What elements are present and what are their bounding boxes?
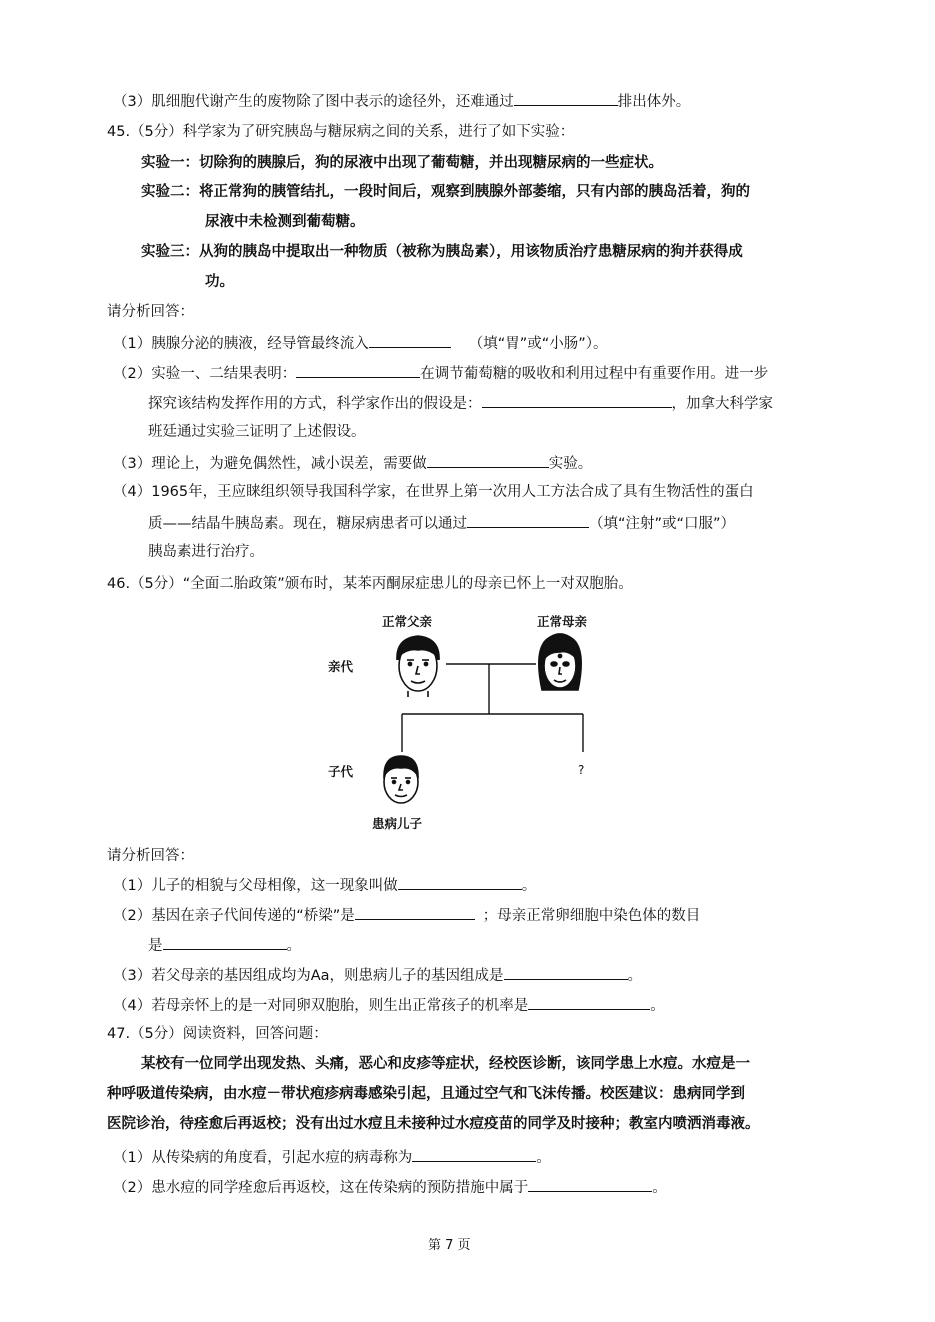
- q44-part3: （3）肌细胞代谢产生的废物除了图中表示的途径外，还难通过 排出体外。: [113, 90, 690, 112]
- q45-part2: （2）实验一、二结果表明： 在调节葡萄糖的吸收和利用过程中有重要作用。进一步: [113, 362, 768, 384]
- answer-blank[interactable]: [398, 874, 522, 890]
- q47-stem: 47.（5分）阅读资料，回答问题：: [107, 1026, 328, 1042]
- answer-blank[interactable]: [355, 904, 475, 920]
- q47-material-line3: 医院诊治，待痊愈后再返校；没有出过水痘且未接种过水痘疫苗的同学及时接种；教室内喷洒消毒液。: [107, 1116, 760, 1132]
- q47-part1: （1）从传染病的角度看，引起水痘的病毒称为 。: [113, 1146, 551, 1168]
- child-generation-label: 子代: [328, 764, 354, 779]
- answer-blank[interactable]: [412, 1146, 536, 1162]
- q46-stem: 46.（5分）“全面二胎政策”颁布时，某苯丙酮尿症患儿的母亲已怀上一对双胞胎。: [107, 576, 633, 592]
- answer-blank[interactable]: [514, 90, 618, 106]
- q45-stem: 45.（5分）科学家为了研究胰岛与糖尿病之间的关系，进行了如下实验：: [107, 124, 575, 140]
- answer-blank[interactable]: [467, 512, 589, 528]
- q45-part1: （1）胰腺分泌的胰液，经导管最终流入 （填“胃”或“小肠”）。: [113, 332, 608, 354]
- q47-material-line2: 种呼吸道传染病，由水痘－带状疱疹病毒感染引起，且通过空气和飞沫传播。校医建议：患病同学到: [107, 1086, 745, 1102]
- q46-part2-cont: 是 。: [148, 934, 301, 956]
- answer-blank[interactable]: [528, 1176, 652, 1192]
- son-face-icon: [384, 756, 418, 803]
- answer-blank[interactable]: [504, 964, 628, 980]
- answer-blank[interactable]: [163, 934, 287, 950]
- father-face-icon: [397, 636, 439, 697]
- q45-part4: （4）1965年，王应睐组织领导我国科学家，在世界上第一次用人工方法合成了具有生物活性的蛋白: [113, 484, 754, 500]
- q45-part3: （3）理论上，为避免偶然性，减小误差，需要做 实验。: [113, 452, 592, 474]
- parent-generation-label: 亲代: [328, 659, 354, 674]
- q46-ask: 请分析回答：: [107, 848, 194, 864]
- q45-experiment-2-cont: 尿液中未检测到葡萄糖。: [205, 214, 365, 230]
- q47-material-line1: 某校有一位同学出现发热、头痛，恶心和皮疹等症状，经校医诊断，该同学患上水痘。水痘是一: [141, 1056, 750, 1072]
- q45-part4-end: 胰岛素进行治疗。: [148, 544, 264, 560]
- father-label: 正常父亲: [382, 614, 433, 629]
- answer-blank[interactable]: [427, 452, 549, 468]
- q46-part4: （4）若母亲怀上的是一对同卵双胞胎，则生出正常孩子的机率是 。: [113, 994, 665, 1016]
- q45-experiment-1: 实验一：切除狗的胰腺后，狗的尿液中出现了葡萄糖，并出现糖尿病的一些症状。: [141, 155, 663, 171]
- mother-label: 正常母亲: [537, 614, 588, 629]
- q46-part2: （2）基因在亲子代间传递的“桥梁”是 ；母亲正常卵细胞中染色体的数目: [113, 904, 700, 926]
- q45-experiment-3-cont: 功。: [205, 274, 234, 290]
- answer-blank[interactable]: [528, 994, 650, 1010]
- answer-blank[interactable]: [482, 392, 672, 408]
- q46-part3: （3）若父母亲的基因组成均为Aa，则患病儿子的基因组成是 。: [113, 964, 642, 986]
- unknown-child-mark: ?: [578, 763, 585, 777]
- page-number: 第 7 页: [428, 1238, 471, 1253]
- answer-blank[interactable]: [296, 362, 420, 378]
- q45-part2-end: 班廷通过实验三证明了上述假设。: [148, 424, 366, 440]
- mother-face-icon: [539, 634, 581, 690]
- q45-ask: 请分析回答：: [107, 304, 194, 320]
- q45-experiment-2: 实验二：将正常狗的胰管结扎，一段时间后，观察到胰腺外部萎缩，只有内部的胰岛活着，狗的: [141, 184, 750, 200]
- son-label: 患病儿子: [372, 816, 423, 831]
- q45-part2-cont: 探究该结构发挥作用的方式，科学家作出的假设是： ，加拿大科学家: [148, 392, 773, 414]
- q47-part2: （2）患水痘的同学痊愈后再返校，这在传染病的预防措施中属于 。: [113, 1176, 667, 1198]
- answer-blank[interactable]: [369, 332, 451, 348]
- pedigree-figure: [300, 600, 650, 840]
- q45-experiment-3: 实验三：从狗的胰岛中提取出一种物质（被称为胰岛素），用该物质治疗患糖尿病的狗并获得成: [141, 244, 743, 260]
- q45-part4-cont: 质——结晶牛胰岛素。现在，糖尿病患者可以通过 （填“注射”或“口服”）: [148, 512, 735, 534]
- q46-part1: （1）儿子的相貌与父母相像，这一现象叫做 。: [113, 874, 536, 896]
